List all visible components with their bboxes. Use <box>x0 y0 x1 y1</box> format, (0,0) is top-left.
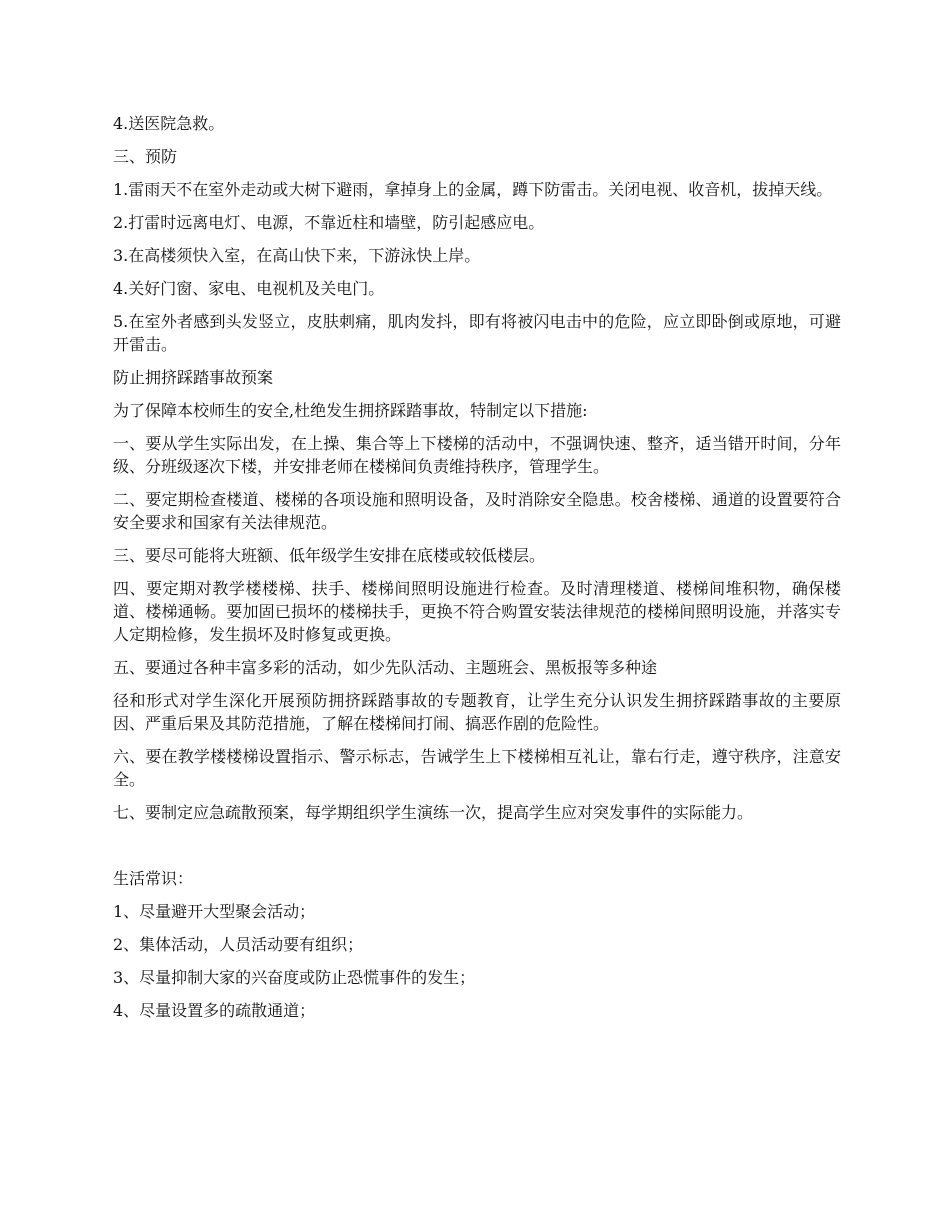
paragraph-measure-7: 七、要制定应急疏散预案，每学期组织学生演练一次，提高学生应对突发事件的实际能力。 <box>113 803 754 822</box>
paragraph-measure-6: 六、要在教学楼楼梯设置指示、警示标志，告诫学生上下楼梯相互礼让，靠右行走，遵守秩序，注意安全。 <box>113 747 841 789</box>
section-gap <box>113 834 841 867</box>
life-tip-item-2: 2、集体活动，人员活动要有组织； <box>113 935 364 954</box>
paragraph-measure-1: 一、要从学生实际出发，在上操、集合等上下楼梯的活动中，不强调快速、整齐，适当错开时间，分年级、分班级逐次下楼，并安排老师在楼梯间负责维持秩序，管理学生。 <box>113 434 841 476</box>
paragraph-prevention-3: 3.在高楼须快入室，在高山快下来，下游泳快上岸。 <box>113 246 481 265</box>
section-heading-prevention: 三、预防 <box>113 147 178 166</box>
paragraph-prevention-4: 4.关好门窗、家电、电视机及关电门。 <box>113 279 385 298</box>
paragraph-prevention-1: 1.雷雨天不在室外走动或大树下避雨，拿掉身上的金属，蹲下防雷击。关闭电视、收音机，拔掉天线。 <box>113 180 833 199</box>
life-tip-item-3: 3、尽量抑制大家的兴奋度或防止恐慌事件的发生； <box>113 968 476 987</box>
paragraph-measure-5-continued: 径和形式对学生深化开展预防拥挤踩踏事故的专题教育，让学生充分认识发生拥挤踩踏事故的主要原因、严重后果及其防范措施，了解在楼梯间打闹、搞恶作剧的危险性。 <box>113 691 841 733</box>
paragraph-measure-5: 五、要通过各种丰富多彩的活动，如少先队活动、主题班会、黑板报等多种途 <box>113 658 658 677</box>
paragraph-stampede-intro: 为了保障本校师生的安全,杜绝发生拥挤踩踏事故，特制定以下措施: <box>113 401 588 420</box>
heading-life-tips: 生活常识： <box>113 869 194 888</box>
life-tip-item-4: 4、尽量设置多的疏散通道； <box>113 1001 316 1020</box>
paragraph-measure-3: 三、要尽可能将大班额、低年级学生安排在底楼或较低楼层。 <box>113 546 546 565</box>
heading-stampede-plan: 防止拥挤踩踏事故预案 <box>113 368 274 387</box>
paragraph-measure-4: 四、要定期对教学楼楼梯、扶手、楼梯间照明设施进行检查。及时清理楼道、楼梯间堆积物，确保楼道、楼梯通畅。要加固已损坏的楼梯扶手，更换不符合购置安装法律规范的楼梯间照明设施，并落实专人定期检修，发生损坏及时修复或更换。 <box>113 579 841 644</box>
paragraph-prevention-2: 2.打雷时远离电灯、电源，不靠近柱和墙壁，防引起感应电。 <box>113 213 545 232</box>
paragraph-emergency-step-4: 4.送医院急救。 <box>113 114 225 133</box>
paragraph-measure-2: 二、要定期检查楼道、楼梯的各项设施和照明设备，及时消除安全隐患。校舍楼梯、通道的设置要符合安全要求和国家有关法律规范。 <box>113 490 841 532</box>
document-page <box>113 112 841 1032</box>
life-tip-item-1: 1、尽量避开大型聚会活动； <box>113 902 316 921</box>
paragraph-prevention-5: 5.在室外者感到头发竖立，皮肤刺痛，肌肉发抖，即有将被闪电击中的危险，应立即卧倒或原地，可避开雷击。 <box>113 312 841 354</box>
